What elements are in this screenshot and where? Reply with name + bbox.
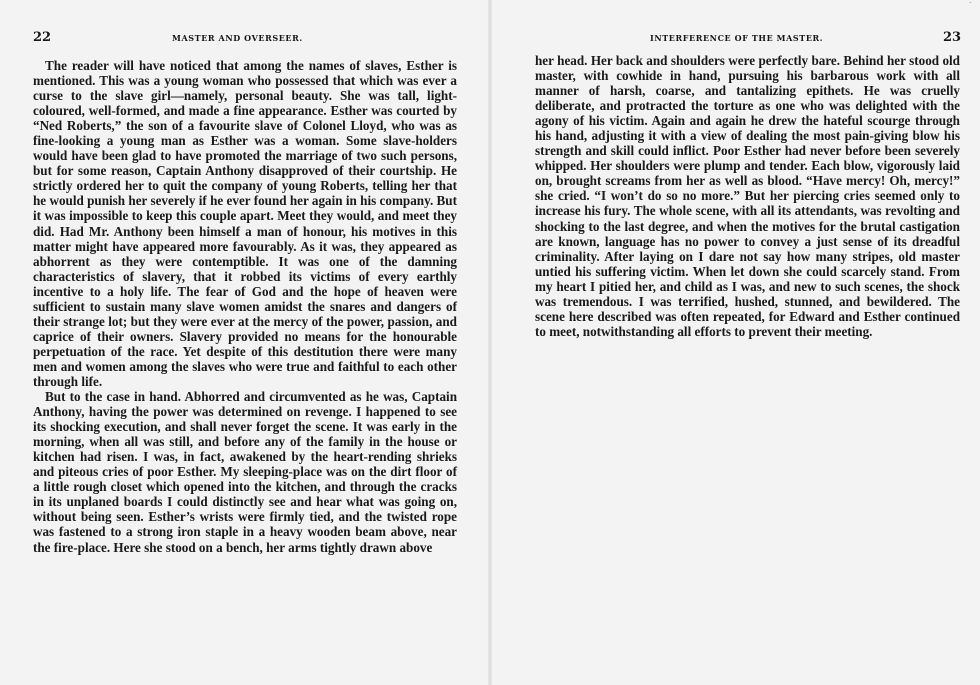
right-page-number: 23 xyxy=(943,30,962,45)
left-paragraph-1: The reader will have noticed that among the names of slaves, Esther is mentioned. This was a young woman who possessed that which was ever a curse to the slave girl—namely, personal beauty. She was tall, light-coloured, well-formed, and made a fine appearance. Esther was courted by “Ned Roberts,” the son of a favourite slave of Colonel Lloyd, who was as fine-looking a young man as Esther was a woman. Some slave-holders would have been glad to have promoted the marriage of two such persons, but for some reason, Captain Anthony disapproved of their courtship. He strictly ordered her to quit the company of young Roberts, telling her that he would punish her severely if he ever found her again in his company. But it was impossible to keep this couple apart. Meet they would, and meet they did. Had Mr. Anthony been himself a man of honour, his motives in this matter might have appeared more favourably. As it was, they appeared as abhorrent as they were contemptible. It was one of the damning characteristics of slavery, that it robbed its victims of every earthly incentive to a holy life. The fear of God and the hope of heaven were sufficient to sustain many slave women amidst the snares and dangers of their strange lot; but they were ever at the mercy of the power, passion, and caprice of their owners. Slavery provided no means for the honourable perpetuation of the race. Yet despite of this destitution there were many men and women among the slaves who were true and faithful to each other through life. xyxy=(33,58,457,389)
left-body-text xyxy=(33,58,457,555)
corner-mark: ˙ xyxy=(968,2,973,12)
right-running-header: INTERFERENCE OF THE MASTER. xyxy=(650,33,824,43)
left-running-header: MASTER AND OVERSEER. xyxy=(172,33,303,43)
right-body-text xyxy=(535,53,960,339)
left-paragraph-2: But to the case in hand. Abhorred and circumvented as he was, Captain Anthony, having the power was determined on revenge. I happened to see its shocking execution, and shall never forget the scene. It was early in the morning, when all was still, and before any of the family in the house or kitchen had risen. I was, in fact, awakened by the heart-rending shrieks and piteous cries of poor Esther. My sleeping-place was on the dirt floor of a little rough closet which opened into the kitchen, and through the cracks in its unplaned boards I could distinctly see and hear what was going on, without being seen. Esther’s wrists were firmly tied, and the twisted rope was fastened to a strong iron staple in a heavy wooden beam above, near the fire-place. Here she stood on a bench, her arms tightly drawn above xyxy=(33,389,457,555)
right-paragraph-1: her head. Her back and shoulders were perfectly bare. Behind her stood old master, with cowhide in hand, pursuing his barbarous work with all manner of harsh, coarse, and tantalizing epithets. He was cruelly deliberate, and protracted the torture as one who was delighted with the agony of his victim. Again and again he drew the hateful scourge through his hand, adjusting it with a view of dealing the most pain-giving blow his strength and skill could inflict. Poor Esther had never before been severely whipped. Her shoulders were plump and tender. Each blow, vigorously laid on, brought screams from her as well as blood. “Have mercy! Oh, mercy!” she cried. “I won’t do so no more.” But her piercing cries seemed only to increase his fury. The whole scene, with all its attendants, was revolting and shocking to the last degree, and when the motives for the brutal castigation are known, language has no power to convey a just sense of its dreadful criminality. After laying on I dare not say how many stripes, old master untied his suffering victim. When let down she could scarcely stand. From my heart I pitied her, and child as I was, and new to such scenes, the shock was tremendous. I was terrified, hushed, stunned, and bewildered. The scene here described was often repeated, for Edward and Esther continued to meet, notwithstanding all efforts to prevent their meeting. xyxy=(535,53,960,339)
left-page-number: 22 xyxy=(33,30,52,45)
right-page xyxy=(490,0,980,685)
